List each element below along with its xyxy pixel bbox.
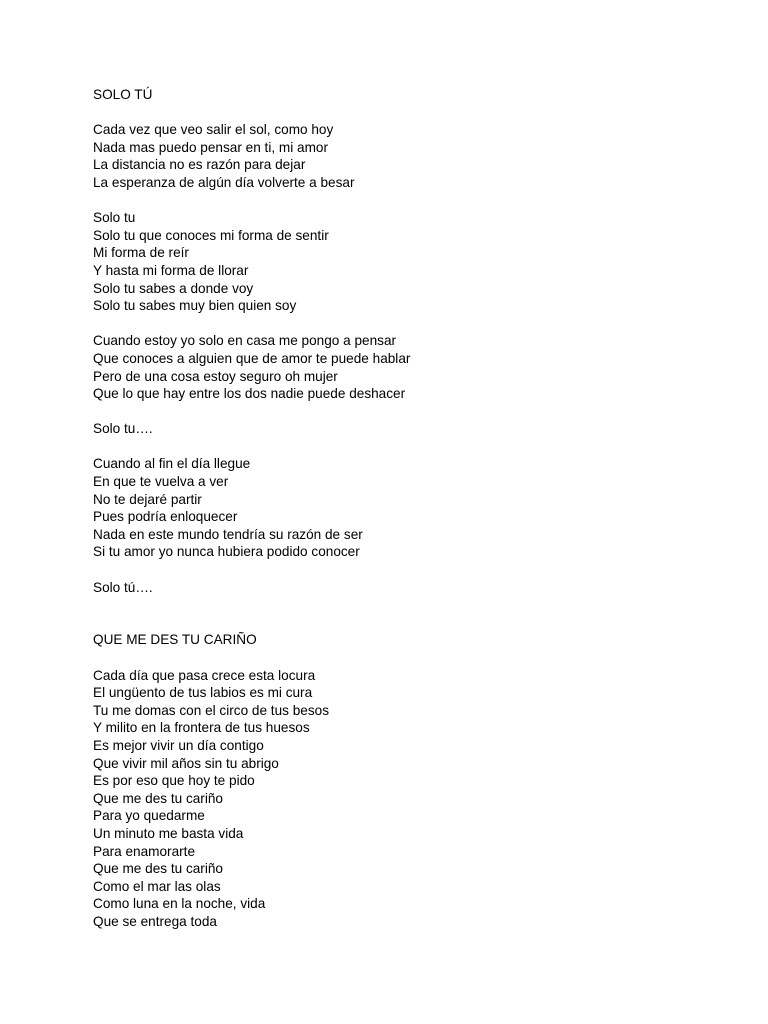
lyric-line: Solo tu que conoces mi forma de sentir	[93, 227, 329, 243]
lyric-line: Que lo que hay entre los dos nadie puede deshacer	[93, 386, 406, 402]
lyric-line: Y milito en la frontera de tus huesos	[93, 720, 310, 736]
lyric-line: Que conoces a alguien que de amor te puede hablar	[93, 350, 411, 366]
lyric-line: Para enamorarte	[93, 843, 196, 859]
lyric-line: La esperanza de algún día volverte a besar	[93, 174, 355, 190]
lyric-line: Mi forma de reír	[93, 245, 189, 261]
lyric-line: Nada en este mundo tendría su razón de ser	[93, 526, 363, 542]
lyric-line: La distancia no es razón para dejar	[93, 157, 306, 173]
lyric-line: Un minuto me basta vida	[93, 825, 244, 841]
stanza	[93, 121, 768, 191]
lyric-line: Tu me domas con el circo de tus besos	[93, 702, 329, 718]
lyric-line: Y hasta mi forma de llorar	[93, 262, 249, 278]
lyric-line: Como luna en la noche, vida	[93, 896, 266, 912]
lyric-line: En que te vuelva a ver	[93, 474, 229, 490]
stanza	[93, 209, 768, 315]
lyric-line: Si tu amor yo nunca hubiera podido conocer	[93, 544, 360, 560]
lyric-line: Solo tu	[93, 210, 136, 226]
lyric-line: Solo tu sabes muy bien quien soy	[93, 298, 297, 314]
song-title: SOLO TÚ	[93, 87, 153, 102]
lyric-line: Que vivir mil años sin tu abrigo	[93, 755, 279, 771]
song-title: QUE ME DES TU CARIÑO	[93, 632, 257, 648]
lyric-line: Cada vez que veo salir el sol, como hoy	[93, 122, 334, 138]
lyric-line: Es por eso que hoy te pido	[93, 773, 255, 789]
stanza	[93, 667, 768, 931]
lyric-line: Que me des tu cariño	[93, 861, 223, 877]
lyric-line: Como el mar las olas	[93, 878, 221, 894]
lyric-line: Solo tu….	[93, 421, 153, 437]
stanza	[93, 332, 768, 402]
lyric-line: Nada mas puedo pensar en ti, mi amor	[93, 139, 328, 155]
lyric-line: Cuando estoy yo solo en casa me pongo a pensar	[93, 333, 397, 349]
lyric-line: Cuando al fin el día llegue	[93, 456, 251, 472]
stanza	[93, 420, 768, 438]
lyric-line: El ungüento de tus labios es mi cura	[93, 685, 313, 701]
lyric-line: Para yo quedarme	[93, 808, 205, 824]
stanza	[93, 579, 768, 597]
lyric-line: Solo tú….	[93, 579, 153, 595]
lyric-line: No te dejaré partir	[93, 491, 202, 507]
lyric-line: Es mejor vivir un día contigo	[93, 737, 264, 753]
lyric-line: Cada día que pasa crece esta locura	[93, 667, 316, 683]
stanza	[93, 455, 768, 561]
lyric-line: Que se entrega toda	[93, 913, 217, 929]
lyric-line: Que me des tu cariño	[93, 790, 223, 806]
lyric-line: Pues podría enloquecer	[93, 509, 238, 525]
lyric-line: Solo tu sabes a donde voy	[93, 280, 254, 296]
lyric-line: Pero de una cosa estoy seguro oh mujer	[93, 368, 338, 384]
